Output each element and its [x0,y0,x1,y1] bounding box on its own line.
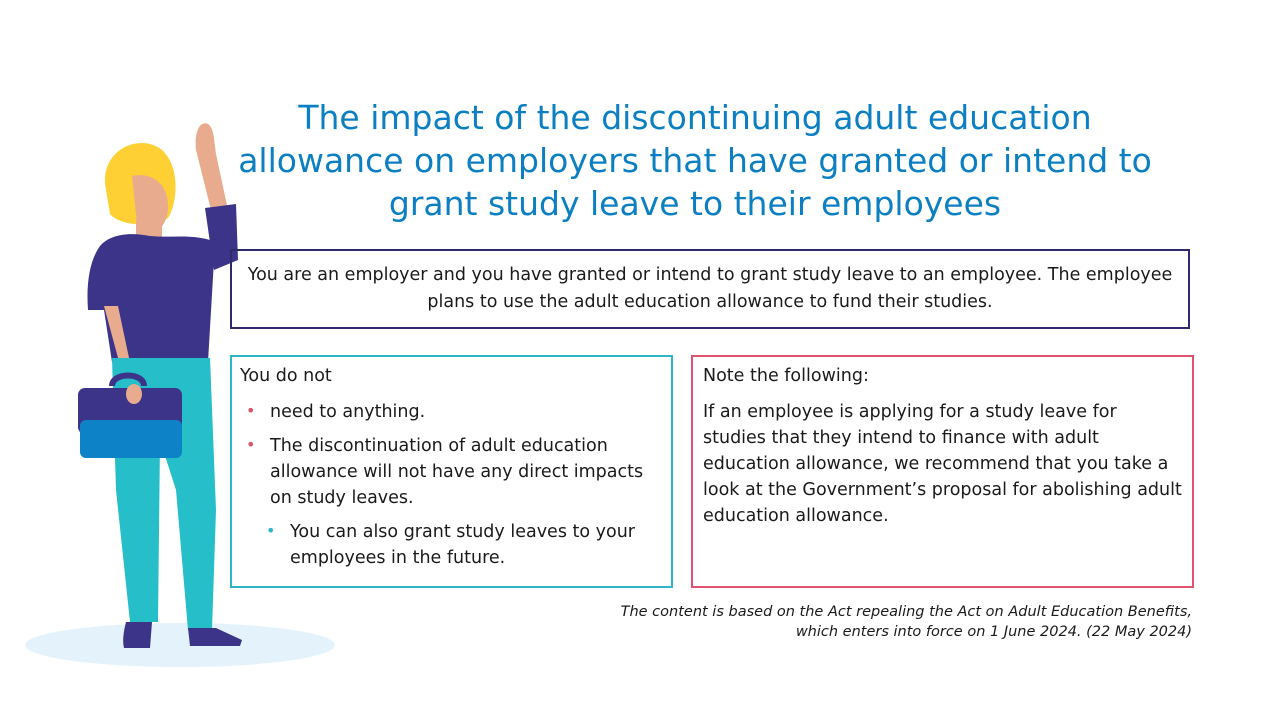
note-body: If an employee is applying for a study leave for studies that they intend to finance with adult education allowance, we recommend that you take a look at the Government’s proposal for abolishing adult education allowance. [703,402,1182,526]
list-item [240,399,663,425]
you-do-not-list [240,399,663,571]
you-do-not-heading: You do not [240,366,332,386]
sub-list-item [240,519,663,571]
source-footnote [492,602,1192,642]
bullet-icon: • [246,435,256,454]
bullet-icon: • [246,401,256,420]
list-item-text: The discontinuation of adult education allowance will not have any direct impacts on study leaves. [270,436,644,508]
note-heading: Note the following: [703,366,869,386]
sub-list-item-text: You can also grant study leaves to your employees in the future. [290,522,635,568]
page-title: The impact of the discontinuing adult education allowance on employers that have granted or intend to grant study leave to their employees [238,98,1152,223]
bullet-icon: • [266,521,276,540]
intro-box [230,249,1190,329]
note-box [691,355,1194,588]
list-item [240,433,663,511]
you-do-not-box [230,355,673,588]
footnote-line-1: The content is based on the Act repealing the Act on Adult Education Benefits, [620,604,1192,620]
intro-text: You are an employer and you have granted or intend to grant study leave to an employee. The employee plans to use the adult education allowance to fund their studies. [247,265,1173,312]
list-item-text: need to anything. [270,402,426,422]
footnote-line-2: which enters into force on 1 June 2024. (22 May 2024) [795,624,1192,640]
